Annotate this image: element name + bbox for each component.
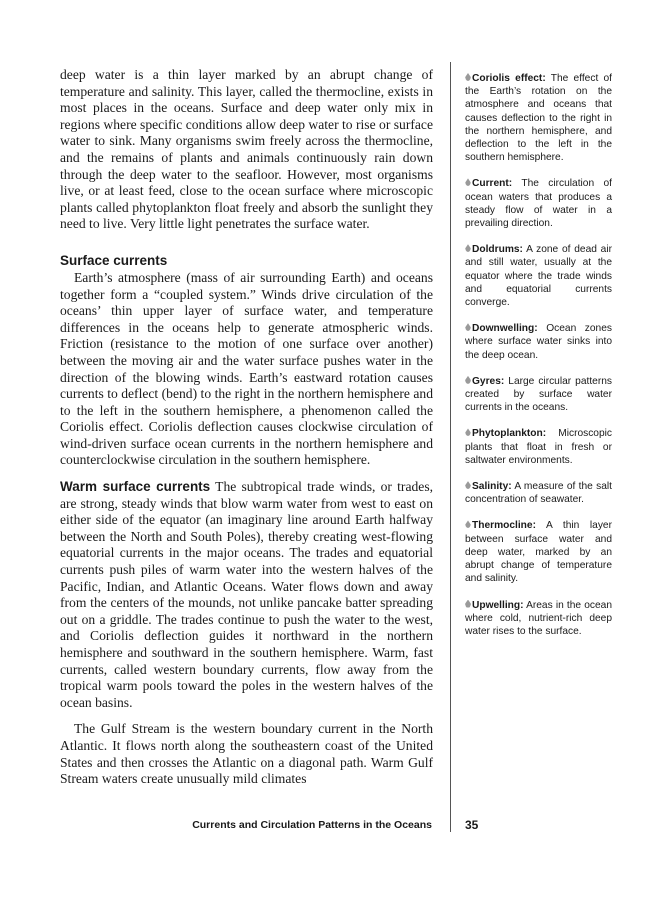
- glossary-entry-coriolis-effect: [465, 72, 612, 164]
- glossary-definition: Ocean zones where surface water sinks into the deep ocean.: [465, 323, 612, 361]
- water-drop-icon: [465, 481, 471, 489]
- glossary-entry-doldrums: [465, 243, 612, 309]
- body-paragraph-1: deep water is a thin layer marked by an abrupt change of temperature and salinity. This layer, called the thermocline, exists in most places in the oceans. Surface and deep water only mix in regions where specific conditions allow deep water to rise or surface water to sink. Many organisms swim freely across the thermocline, and the remains of plants and animals continuously rain down through the deep water to the seafloor. However, most organisms live, or at least feed, close to the ocean surface where microscopic plants called phytoplankton float freely and absorb the sunlight they need to live. Very little light penetrates the surface water.: [60, 67, 433, 232]
- body-paragraph-3-text: The subtropical trade winds, or trades, are strong, steady winds that blow warm water from west to east on either side of the equator (an imaginary line around Earth halfway between the North and South Poles), thereby creating west-flowing equatorial currents in the major oceans. The trades and equatorial currents push piles of warm water into the western halves of the Pacific, Indian, and Atlantic Oceans. Water flows down and away from the centers of the mounds, not unlike pancake batter spreading out on a griddle. The trades continue to push the water to the west, and Coriolis deflection guides it northward in the northern hemisphere and southward in the southern hemisphere. Warm, fast currents, called western boundary currents, flow away from the tropical warm pools toward the poles in the western halves of the ocean basins.: [60, 479, 434, 710]
- water-drop-icon: [465, 178, 471, 186]
- glossary-entry-downwelling: [465, 322, 612, 362]
- glossary-entry-gyres: [465, 375, 612, 415]
- glossary-term: Salinity:: [472, 481, 512, 493]
- glossary-entry-upwelling: [465, 599, 612, 639]
- section-heading-surface-currents: Surface currents: [60, 252, 168, 268]
- glossary-entry-phytoplankton: [465, 427, 612, 467]
- column-divider: [450, 62, 451, 832]
- page-number: 35: [465, 818, 479, 832]
- glossary-term: Downwelling:: [472, 323, 538, 335]
- body-paragraph-2: Earth’s atmosphere (mass of air surrounding Earth) and oceans together form a “coupled system.” Winds drive circulation of the oceans’ thin upper layer of surface water, and temperature differences in the oceans help to generate atmospheric winds. Friction (resistance to the motion of one surface over another) between the moving air and the water surface pushes water in the direction of the blowing winds. Earth’s eastward rotation causes currents to deflect (bend) to the right in the northern hemisphere and to the left in the southern hemisphere, a phenomenon called the Coriolis effect. Coriolis deflection causes clockwise circulation of wind-driven surface ocean currents in the northern hemisphere and counterclockwise circulation in the southern hemisphere.: [60, 269, 433, 468]
- water-drop-icon: [465, 244, 471, 252]
- glossary-term: Doldrums:: [472, 244, 523, 256]
- glossary-term: Thermocline:: [472, 520, 536, 532]
- water-drop-icon: [465, 323, 471, 331]
- glossary-term: Coriolis effect:: [472, 73, 546, 84]
- glossary-definition: Large circular patterns created by surface water currents in the oceans.: [465, 375, 612, 414]
- glossary-definition: A zone of dead air and still water, usually at the equator where the trade winds and equatorial currents converge.: [465, 244, 612, 309]
- body-paragraph-4: The Gulf Stream is the western boundary current in the North Atlantic. It flows north along the southeastern coast of the United States and then crosses the Atlantic on a diagonal path. Warm Gulf Stream waters create unusually mild climates: [60, 721, 433, 787]
- body-paragraph-3: [60, 479, 433, 711]
- glossary-entry-salinity: [465, 480, 612, 506]
- glossary-definition: The circulation of ocean waters that produces a steady flow of water in a prevailing direction.: [465, 178, 612, 230]
- water-drop-icon: [465, 73, 471, 81]
- water-drop-icon: [465, 376, 471, 384]
- glossary-entry-current: [465, 177, 612, 230]
- water-drop-icon: [465, 600, 471, 608]
- glossary-definition: A measure of the salt concentration of seawater.: [465, 481, 612, 506]
- running-footer-title: Currents and Circulation Patterns in the Oceans: [192, 819, 432, 831]
- main-text-column: [60, 67, 433, 788]
- glossary-definition: Areas in the ocean where cold, nutrient-rich deep water rises to the surface.: [465, 599, 612, 637]
- water-drop-icon: [465, 520, 471, 528]
- glossary-definition: The effect of the Earth’s rotation on the atmosphere and oceans that causes deflection to the right in the northern hemisphere, and deflection to the left in the southern hemisphere.: [465, 73, 612, 164]
- runin-heading-warm-surface-currents: Warm surface currents: [60, 479, 211, 495]
- glossary-sidebar: [465, 72, 612, 651]
- glossary-term: Upwelling:: [472, 599, 524, 611]
- glossary-term: Gyres:: [472, 375, 505, 387]
- glossary-term: Current:: [472, 178, 513, 190]
- glossary-term: Phytoplankton:: [472, 428, 547, 440]
- glossary-definition: Microscopic plants that float in fresh or saltwater environments.: [465, 428, 612, 466]
- glossary-entry-thermocline: [465, 519, 612, 585]
- glossary-definition: A thin layer between surface water and deep water, marked by an abrupt change of temperature and salinity.: [465, 520, 612, 585]
- water-drop-icon: [465, 428, 471, 436]
